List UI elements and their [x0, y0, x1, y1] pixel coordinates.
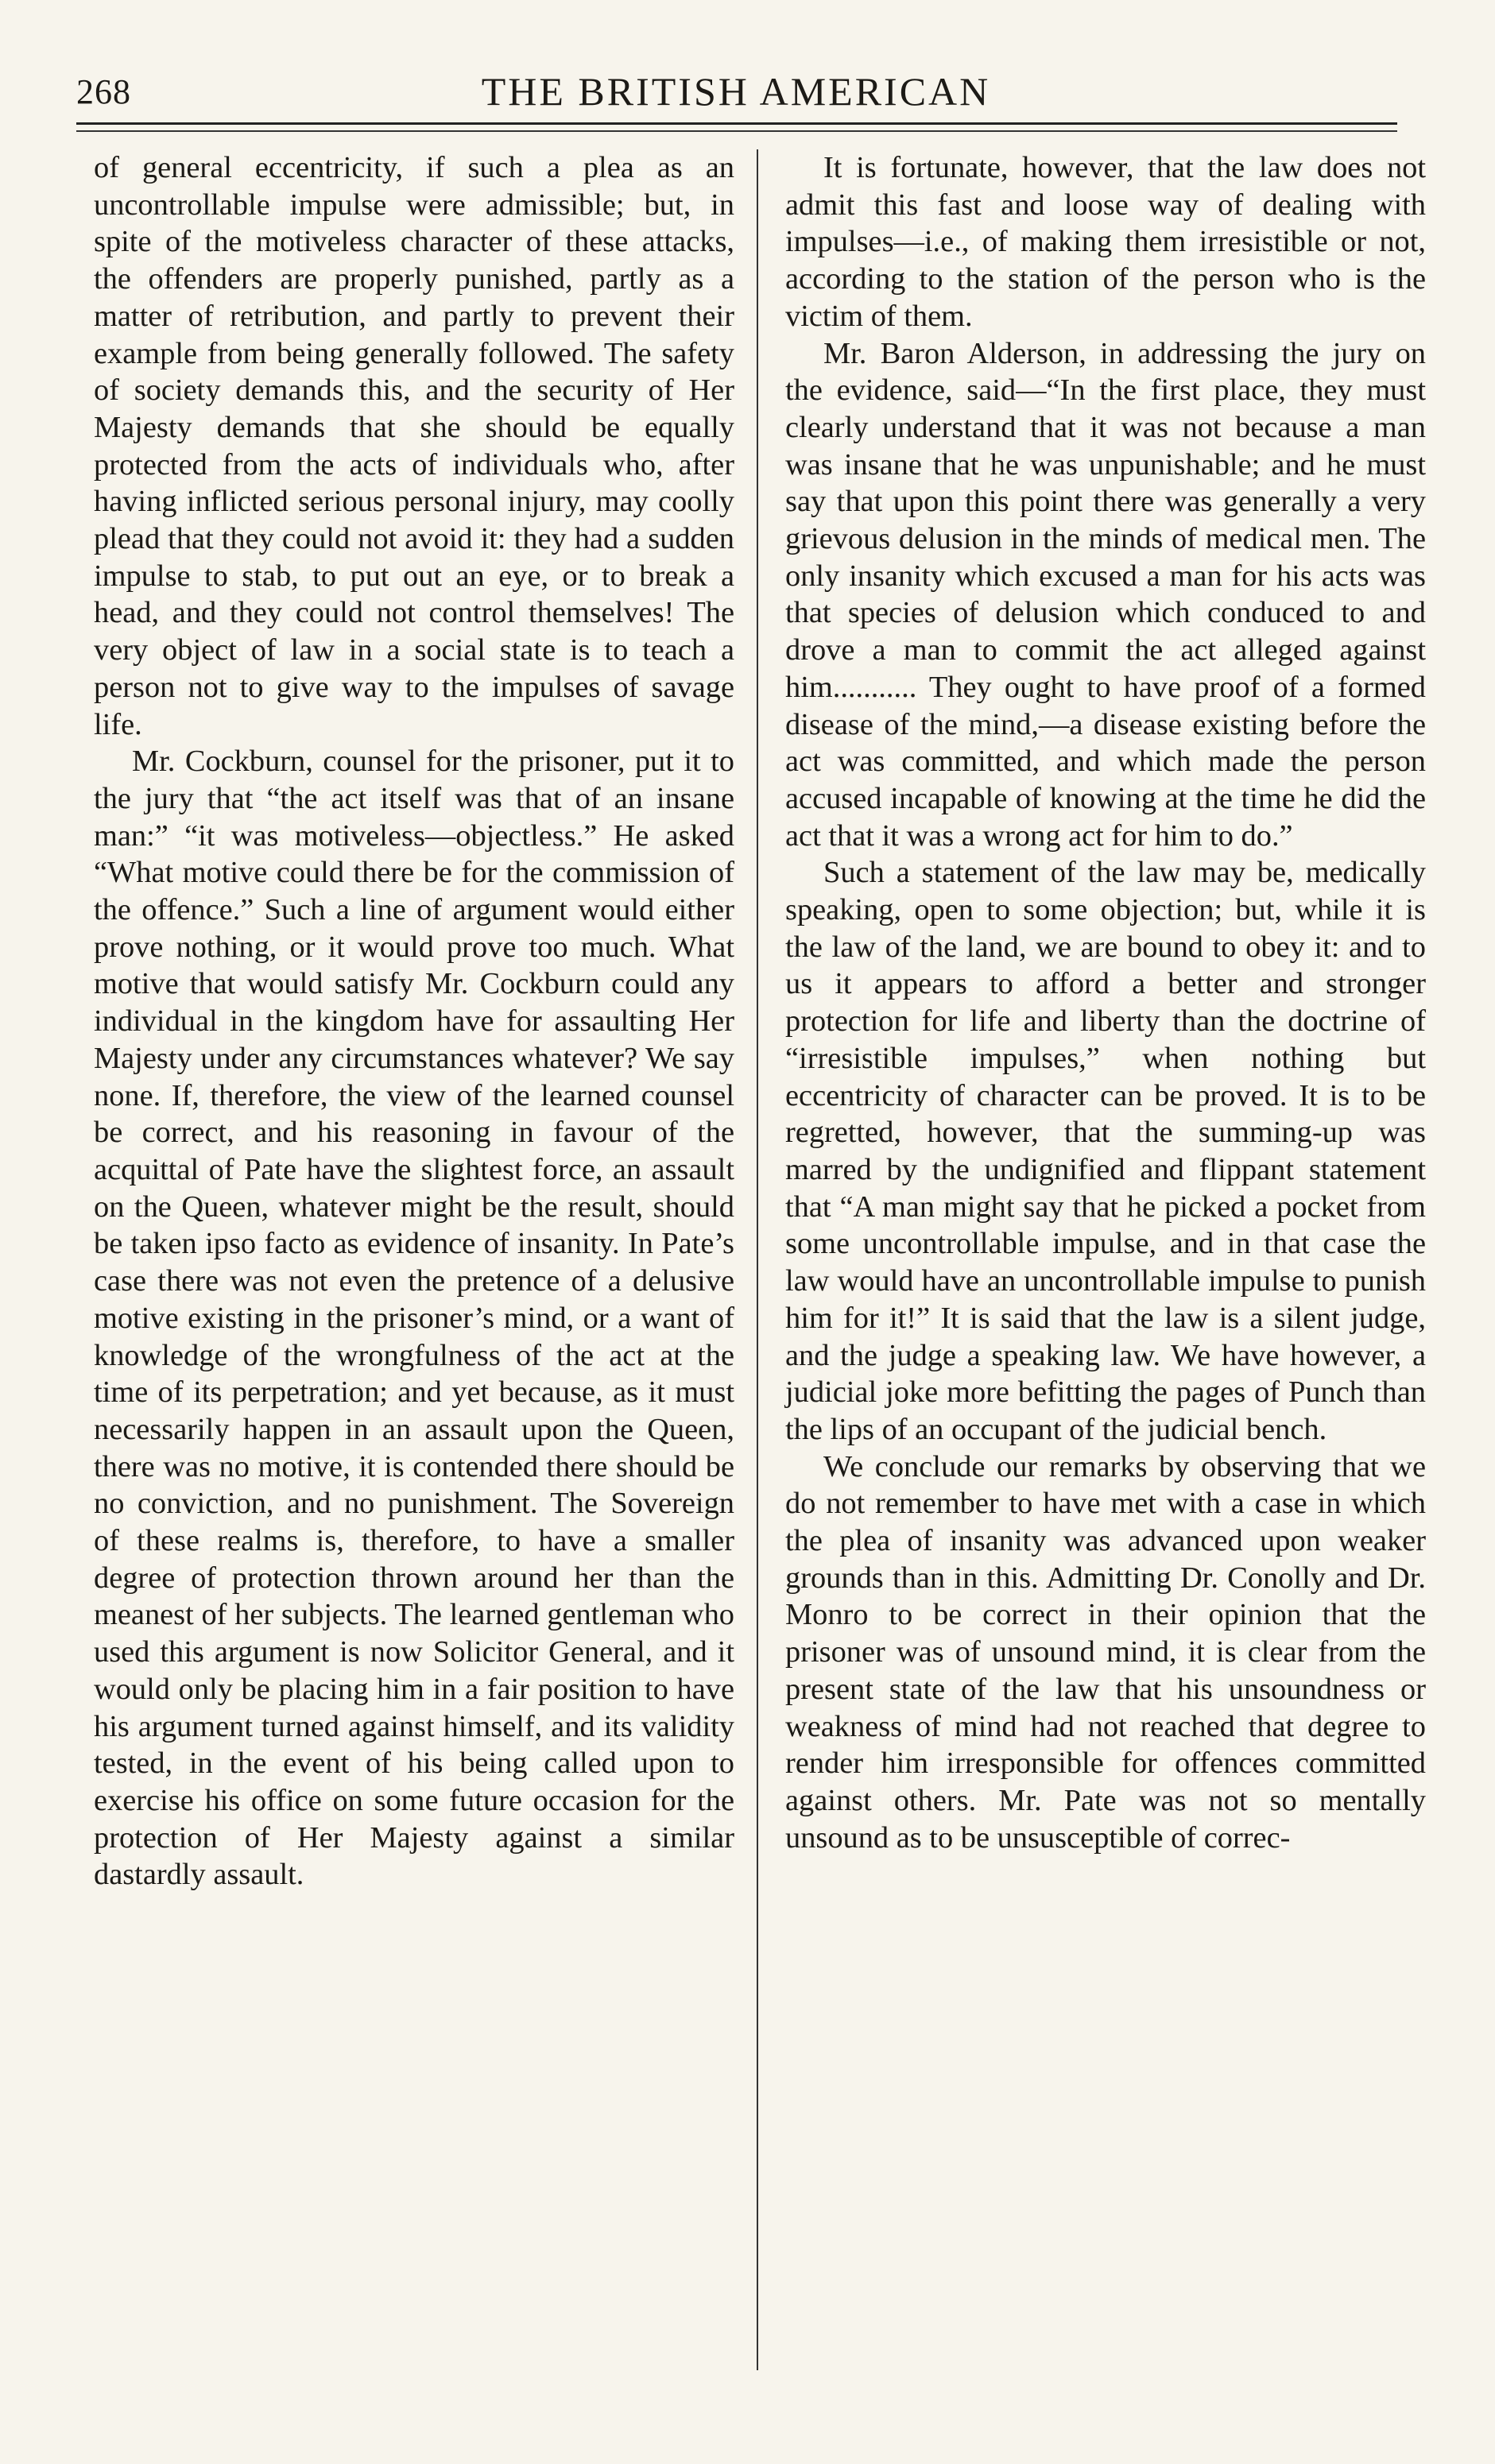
paragraph: Mr. Baron Alderson, in addressing the jury on the evidence, said—“In the first place, they must clearly understand that it was not because a man was insane that he was unpunishable; and he must say that upon this point there was generally a very grievous delusion in the minds of medical men. The only insanity which excused a man for his acts was that species of delusion which conduced to and drove a man to commit the act alleged against him........... They ought to have proof of a formed disease of the mind,—a disease existing before the act was committed, and which made the person accused incapable of knowing at the time he did the act that it was a wrong act for him to do.” [785, 336, 1426, 853]
paragraph: Such a statement of the law may be, medically speaking, open to some objection; but, while it is the law of the land, we are bound to obey it: and to us it appears to afford a better and stronger protection for life and liberty than the doctrine of “irresistible impulses,” when nothing but eccentricity of character can be proved. It is to be regretted, however, that the summing-up was marred by the undignified and flippant statement that “A man might say that he picked a pocket from some uncontrollable impulse, and in that case the law would have an uncontrollable impulse to punish him for it!” It is said that the law is a silent judge, and the judge a speaking law. We have however, a judicial joke more befitting the pages of Punch than the lips of an occupant of the judicial bench. [785, 856, 1426, 1446]
header-rule [76, 122, 1397, 125]
running-head: THE BRITISH AMERICAN [481, 69, 991, 114]
paragraph: Mr. Cockburn, counsel for the prisoner, put it to the jury that “the act itself was that of an insane man:” “it was motiveless—objectless.” He asked “What motive could there be for the commission of the offence.” Such a line of argument would either prove nothing, or it would prove too much. What motive that would satisfy Mr. Cockburn could any individual in the kingdom have for assaulting Her Majesty under any circumstances whatever? We say none. If, therefore, the view of the learned counsel be correct, and his reasoning in favour of the acquittal of Pate have the slightest force, an assault on the Queen, whatever might be the result, should be taken ipso facto as evidence of insanity. In Pate’s case there was not even the pretence of a delusive motive existing in the prisoner’s mind, or a want of knowledge of the wrongfulness of the act at the time of its perpetration; and yet because, as it must necessarily happen in an assault upon the Queen, there was no motive, it is contended there should be no conviction, and no punishment. The Sovereign of these realms is, therefore, to have a smaller degree of protection thrown around her than the meanest of her subjects. The learned gentleman who used this argument is now Solicitor General, and it would only be placing him in a fair position to have his argument turned against himself, and its validity tested, in the event of his being called upon to exercise his office on some future occasion for the protection of Her Majesty against a similar dastardly assault. [94, 745, 734, 1892]
right-column [785, 149, 1426, 1856]
paragraph: We conclude our remarks by observing that we do not remember to have met with a case in which the plea of insanity was advanced upon weaker grounds than in this. Admitting Dr. Conolly and Dr. Monro to be correct in their opinion that the prisoner was of unsound mind, it is clear from the present state of the law that his unsoundness or weakness of mind had not reached that degree to render him irresponsible for offences committed against others. Mr. Pate was not so mentally unsound as to be unsusceptible of correc- [785, 1449, 1426, 1855]
paragraph: of general eccentricity, if such a plea as an uncontrollable impulse were admissible; but, in spite of the motiveless character of these attacks, the offenders are properly punished, partly as a matter of retribution, and partly to prevent their example from being generally followed. The safety of society demands this, and the security of Her Majesty demands that she should be equally protected from the acts of individuals who, after having inflicted serious personal injury, may coolly plead that they could not avoid it: they had a sudden impulse to stab, to put out an eye, or to break a head, and they could not control themselves! The very object of law in a social state is to teach a person not to give way to the impulses of savage life. [94, 151, 734, 741]
left-column [94, 149, 734, 1893]
page-header [76, 60, 1396, 116]
paragraph: It is fortunate, however, that the law does not admit this fast and loose way of dealing with impulses—i.e., of making them irresistible or not, according to the station of the person who is the victim of them. [785, 151, 1426, 333]
column-divider [757, 149, 758, 2370]
header-rule-thin [76, 130, 1397, 132]
page-number: 268 [76, 72, 131, 111]
